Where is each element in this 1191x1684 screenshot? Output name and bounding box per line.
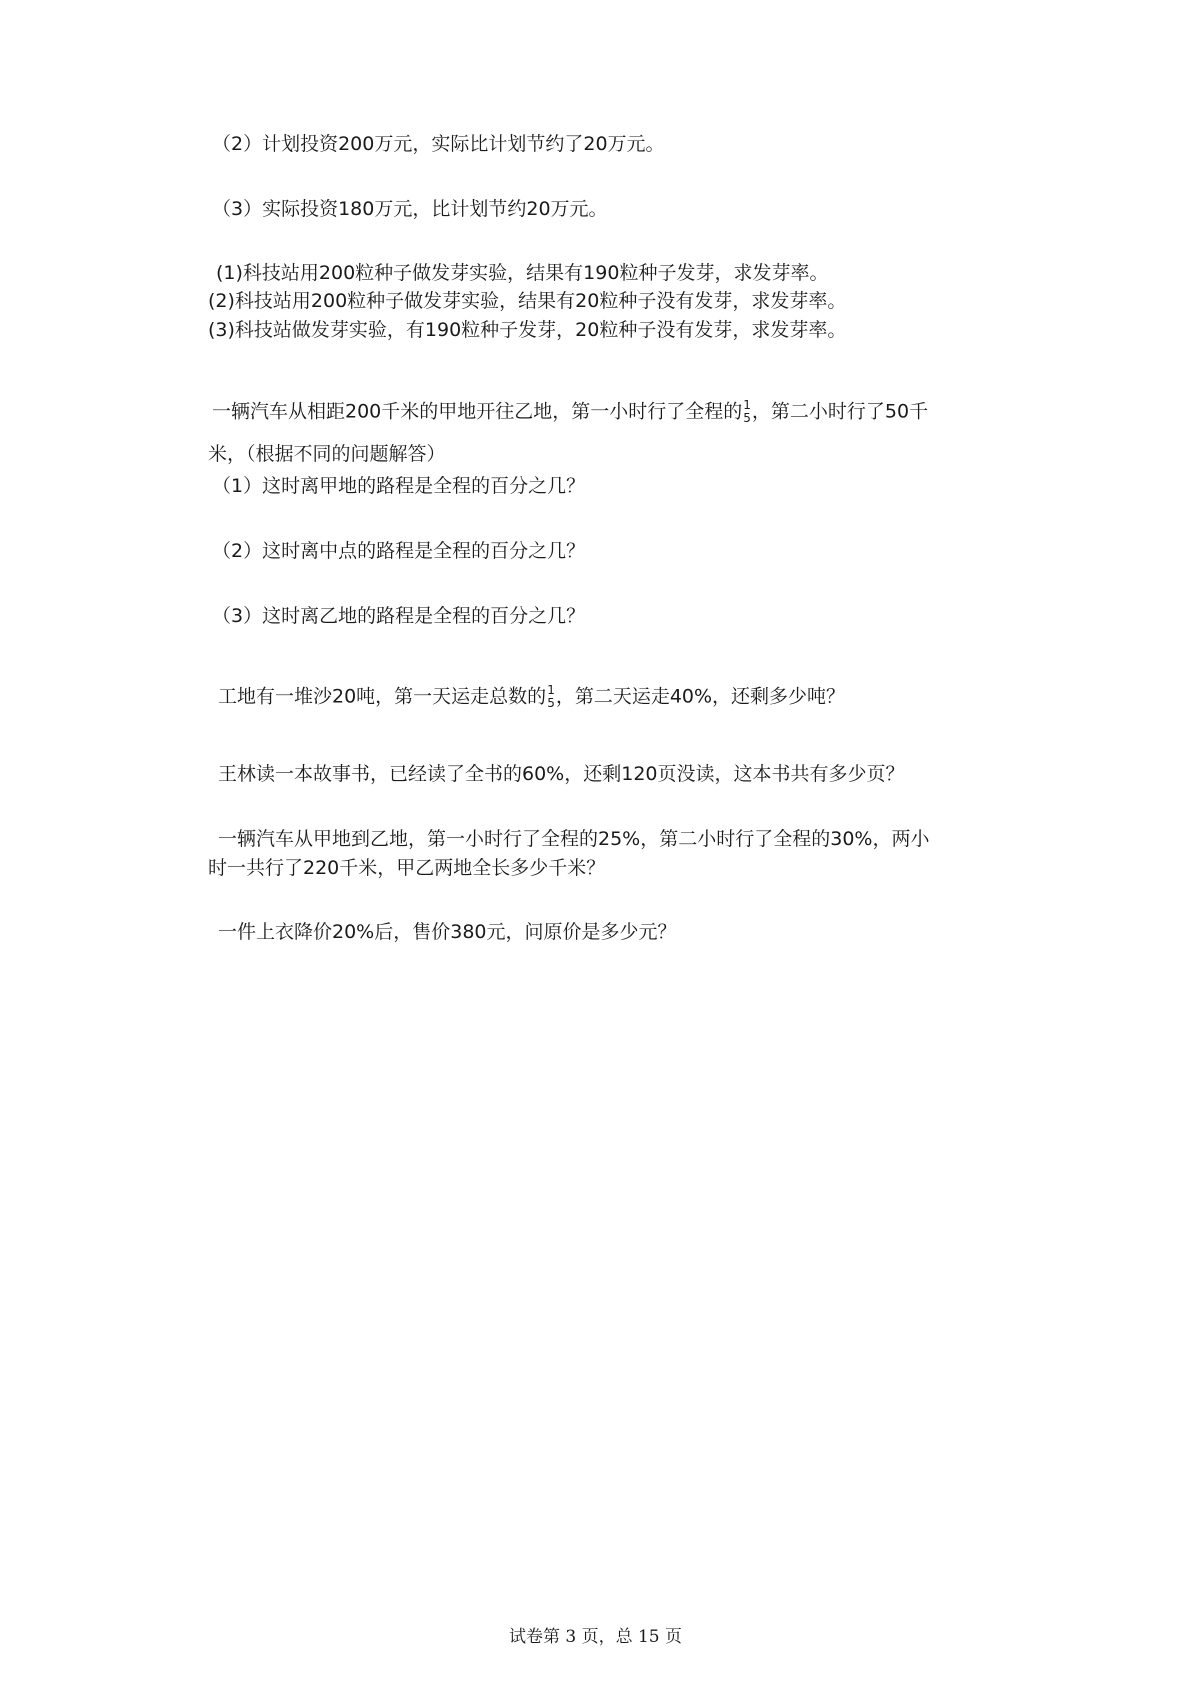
question-d-before: 工地有一堆沙20吨，第一天运走总数的 xyxy=(218,685,547,708)
question-a-item-2: （2）计划投资200万元，实际比计划节约了20万元。 xyxy=(212,133,665,155)
question-c-stem-after: ，第二小时行了50千 xyxy=(751,400,929,423)
question-d-after: ，第二天运走40%，还剩多少吨？ xyxy=(555,685,846,708)
page-footer: 试卷第 3 页，总 15 页 xyxy=(508,1627,683,1647)
question-c-stem-line-2: 米，（根据不同的问题解答） xyxy=(208,443,446,465)
question-c-sub-1: （1）这时离甲地的路程是全程的百分之几？ xyxy=(212,475,586,497)
question-g: 一件上衣降价20%后，售价380元，问原价是多少元？ xyxy=(218,921,677,943)
fraction-numerator: 1 xyxy=(547,683,555,697)
question-d xyxy=(218,684,845,710)
question-c-stem xyxy=(212,399,928,425)
question-b-item-1: (1)科技站用200粒种子做发芽实验，结果有190粒种子发芽，求发芽率。 xyxy=(216,262,829,284)
question-b-item-2: (2)科技站用200粒种子做发芽实验，结果有20粒种子没有发芽，求发芽率。 xyxy=(208,290,847,312)
question-c-stem-before: 一辆汽车从相距200千米的甲地开往乙地，第一小时行了全程的 xyxy=(212,400,743,423)
question-c-sub-2: （2）这时离中点的路程是全程的百分之几？ xyxy=(212,540,586,562)
question-c-sub-3: （3）这时离乙地的路程是全程的百分之几？ xyxy=(212,605,586,627)
fraction-denominator: 5 xyxy=(547,696,555,710)
question-e: 王林读一本故事书，已经读了全书的60%，还剩120页没读，这本书共有多少页？ xyxy=(218,763,905,785)
question-f-line-2: 时一共行了220千米，甲乙两地全长多少千米？ xyxy=(208,857,606,879)
fraction-one-fifth xyxy=(547,684,555,710)
fraction-denominator: 5 xyxy=(743,411,751,425)
question-f-line-1: 一辆汽车从甲地到乙地，第一小时行了全程的25%，第二小时行了全程的30%，两小 xyxy=(218,828,930,850)
fraction-one-fifth xyxy=(743,399,751,425)
question-b-item-3: (3)科技站做发芽实验，有190粒种子发芽，20粒种子没有发芽，求发芽率。 xyxy=(208,319,847,341)
fraction-numerator: 1 xyxy=(743,398,751,412)
question-a-item-3: （3）实际投资180万元，比计划节约20万元。 xyxy=(212,198,608,220)
